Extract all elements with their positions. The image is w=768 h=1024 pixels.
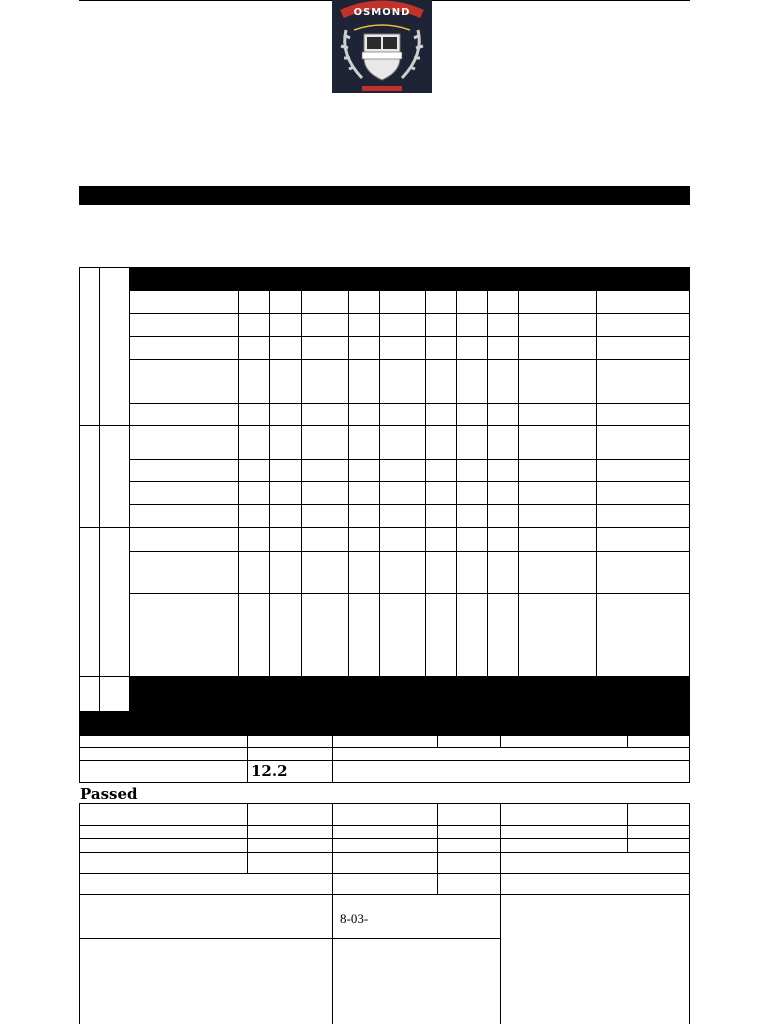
- grades-table: [79, 267, 690, 735]
- header-bar: [79, 186, 690, 205]
- svg-text:OSMOND: OSMOND: [353, 7, 411, 18]
- score-value: 12.2: [251, 762, 288, 780]
- status-text: Passed: [80, 785, 138, 803]
- totals-bar-left: [79, 711, 130, 735]
- date-text: 8-03-: [340, 911, 369, 926]
- school-logo: [332, 0, 432, 93]
- table-header-bar: [130, 267, 690, 291]
- totals-bar: [130, 676, 690, 735]
